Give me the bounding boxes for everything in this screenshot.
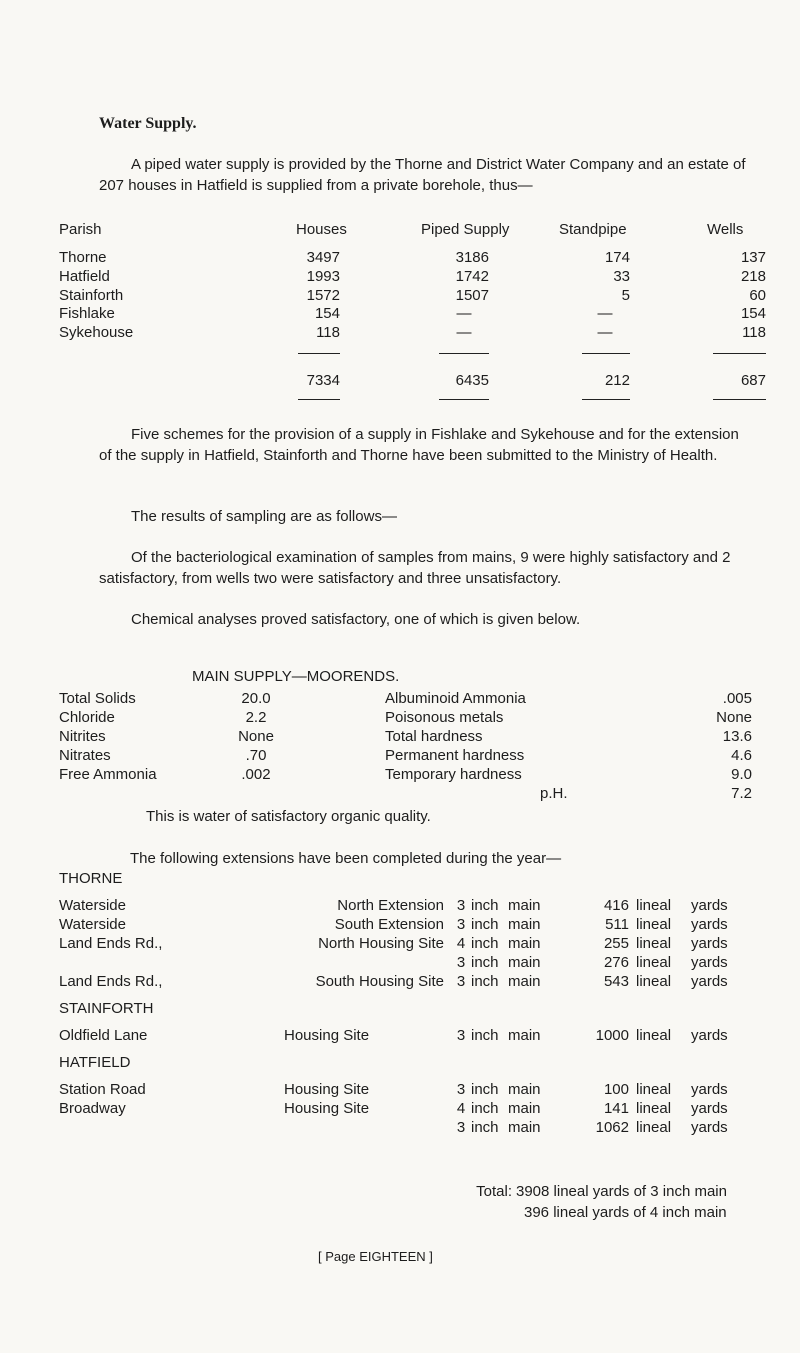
pipe-length: 1062 — [595, 1119, 629, 1136]
table-header: Standpipe — [559, 221, 627, 238]
table-cell: 1993 — [306, 267, 340, 285]
pipe-measure: lineal — [636, 916, 672, 933]
extension-place: Broadway — [59, 1100, 126, 1117]
pipe-measure: lineal — [636, 1100, 672, 1117]
table-header: Wells — [707, 221, 744, 238]
pipe-unit: inch — [471, 954, 499, 971]
analysis-value: .005 — [722, 690, 752, 707]
table-cell: 174 — [604, 249, 630, 266]
section-heading: STAINFORTH — [59, 1000, 154, 1017]
table-total: 687 — [740, 372, 766, 389]
pipe-yards: yards — [691, 897, 728, 914]
pipe-type: main — [508, 954, 541, 971]
total-rule-bottom — [439, 399, 489, 400]
table-cell: Hatfield — [59, 267, 110, 285]
extension-site: Housing Site — [284, 1081, 370, 1098]
total-label: Total: — [476, 1183, 512, 1200]
pipe-size: 3 — [456, 973, 466, 990]
pipe-measure: lineal — [636, 954, 672, 971]
analysis-value: 7.2 — [731, 785, 752, 802]
table-cell: 137 — [740, 249, 766, 266]
pipe-length: 543 — [603, 973, 629, 990]
analysis-label: Total Solids — [59, 690, 136, 707]
pipe-yards: yards — [691, 1119, 728, 1136]
table-cell: 1572 — [306, 286, 340, 304]
table-total: 212 — [604, 372, 630, 389]
pipe-type: main — [508, 935, 541, 952]
table-cell: — — [597, 305, 613, 323]
table-header: Houses — [296, 221, 347, 238]
total-rule-top — [582, 353, 630, 354]
pipe-unit: inch — [471, 916, 499, 933]
extension-site: South Extension — [334, 916, 444, 933]
analysis-heading: MAIN SUPPLY—MOORENDS. — [192, 668, 400, 685]
pipe-unit: inch — [471, 935, 499, 952]
table-cell: — — [597, 324, 613, 342]
extension-place: Waterside — [59, 916, 126, 933]
analysis-value: None — [716, 709, 752, 726]
table-cell: — — [456, 324, 472, 342]
pipe-size: 4 — [456, 935, 466, 952]
schemes-paragraph: Five schemes for the provision of a supply in Fishlake and Sykehouse and for the extension of the supply in Hatfield, Stainforth and Thorne have been submitted to the Ministry of Health. — [99, 426, 739, 464]
pipe-yards: yards — [691, 935, 728, 952]
total-rule-top — [298, 353, 340, 354]
table-cell: 118 — [316, 324, 340, 342]
extensions-intro: The following extensions have been completed during the year— — [130, 850, 562, 867]
analysis-value: .70 — [245, 747, 267, 764]
pipe-length: 141 — [603, 1100, 629, 1117]
analysis-label: Poisonous metals — [385, 709, 504, 726]
analysis-label: Free Ammonia — [59, 766, 157, 783]
analysis-value: None — [238, 728, 274, 745]
total-rule-top — [713, 353, 766, 354]
table-total: 6435 — [455, 372, 489, 389]
pipe-yards: yards — [691, 973, 728, 990]
extension-place: Oldfield Lane — [59, 1027, 148, 1044]
table-cell: 3186 — [455, 249, 489, 266]
table-cell: 1507 — [455, 286, 489, 304]
table-cell: 218 — [740, 267, 766, 285]
pipe-type: main — [508, 973, 541, 990]
section-heading: HATFIELD — [59, 1054, 131, 1071]
analysis-label: Nitrites — [59, 728, 106, 745]
bacteriological-paragraph: Of the bacteriological examination of samples from mains, 9 were highly satisfactory and 2 satisfactory, from wells two were satisfactory and three unsatisfactory. — [99, 549, 731, 587]
table-cell: 118 — [742, 324, 766, 342]
pipe-unit: inch — [471, 1100, 499, 1117]
pipe-length: 1000 — [595, 1027, 629, 1044]
analysis-label: Chloride — [59, 709, 115, 726]
total-rule-top — [439, 353, 489, 354]
pipe-unit: inch — [471, 1081, 499, 1098]
table-cell: 3497 — [306, 249, 340, 266]
pipe-length: 100 — [603, 1081, 629, 1098]
pipe-unit: inch — [471, 1119, 499, 1136]
table-cell: 154 — [740, 305, 766, 323]
extension-place: Land Ends Rd., — [59, 935, 163, 952]
analysis-conclusion: This is water of satisfactory organic quality. — [146, 808, 431, 825]
pipe-unit: inch — [471, 897, 499, 914]
total-rule-bottom — [582, 399, 630, 400]
page-title: Water Supply. — [99, 115, 197, 132]
pipe-measure: lineal — [636, 935, 672, 952]
pipe-type: main — [508, 1081, 541, 1098]
analysis-label: Nitrates — [59, 747, 111, 764]
table-cell: 1742 — [455, 267, 489, 285]
pipe-type: main — [508, 897, 541, 914]
table-header: Parish — [59, 221, 102, 238]
pipe-length: 511 — [605, 916, 629, 933]
pipe-measure: lineal — [636, 1027, 672, 1044]
total-rule-bottom — [713, 399, 766, 400]
pipe-yards: yards — [691, 1081, 728, 1098]
extension-site: South Housing Site — [315, 973, 444, 990]
analysis-value: 13.6 — [722, 728, 752, 745]
chemical-paragraph: Chemical analyses proved satisfactory, one of which is given below. — [131, 611, 581, 628]
extension-place: Land Ends Rd., — [59, 973, 163, 990]
table-cell: 60 — [749, 286, 766, 304]
pipe-type: main — [508, 916, 541, 933]
pipe-unit: inch — [471, 973, 499, 990]
analysis-value: 9.0 — [731, 766, 752, 783]
pipe-yards: yards — [691, 1100, 728, 1117]
analysis-label: p.H. — [540, 785, 568, 802]
pipe-size: 4 — [456, 1100, 466, 1117]
intro-paragraph: A piped water supply is provided by the Thorne and District Water Company and an estate of 207 houses in Hatfield is supplied from a private borehole, thus— — [99, 156, 746, 194]
pipe-length: 276 — [603, 954, 629, 971]
pipe-measure: lineal — [636, 1081, 672, 1098]
analysis-label: Albuminoid Ammonia — [385, 690, 526, 707]
table-cell: Stainforth — [59, 286, 124, 304]
page-footer: [ Page EIGHTEEN ] — [318, 1249, 433, 1264]
table-cell: 33 — [613, 267, 630, 285]
pipe-measure: lineal — [636, 973, 672, 990]
table-cell: 5 — [621, 286, 630, 304]
pipe-length: 255 — [603, 935, 629, 952]
table-cell: Sykehouse — [59, 324, 134, 342]
pipe-yards: yards — [691, 1027, 728, 1044]
table-cell: Fishlake — [59, 305, 115, 323]
analysis-value: .002 — [241, 766, 271, 783]
pipe-measure: lineal — [636, 897, 672, 914]
table-cell: 154 — [314, 305, 340, 323]
analysis-label: Permanent hardness — [385, 747, 525, 764]
pipe-measure: lineal — [636, 1119, 672, 1136]
pipe-unit: inch — [471, 1027, 499, 1044]
pipe-size: 3 — [456, 897, 466, 914]
table-total: 7334 — [306, 372, 340, 389]
pipe-yards: yards — [691, 916, 728, 933]
section-heading: THORNE — [59, 870, 123, 887]
results-paragraph: The results of sampling are as follows— — [131, 508, 397, 525]
pipe-size: 3 — [456, 954, 466, 971]
pipe-yards: yards — [691, 954, 728, 971]
total-line-4-inch: 396 lineal yards of 4 inch main — [524, 1204, 727, 1221]
extension-site: Housing Site — [284, 1027, 370, 1044]
extension-place: Waterside — [59, 897, 126, 914]
pipe-type: main — [508, 1027, 541, 1044]
pipe-size: 3 — [456, 1027, 466, 1044]
analysis-value: 4.6 — [731, 747, 752, 764]
total-rule-bottom — [298, 399, 340, 400]
table-cell: — — [456, 305, 472, 323]
extension-site: North Extension — [337, 897, 444, 914]
table-cell: Thorne — [59, 249, 107, 266]
pipe-size: 3 — [456, 916, 466, 933]
table-header: Piped Supply — [421, 221, 510, 238]
pipe-size: 3 — [456, 1119, 466, 1136]
extension-site: Housing Site — [284, 1100, 370, 1117]
analysis-value: 20.0 — [241, 690, 271, 707]
pipe-type: main — [508, 1119, 541, 1136]
extension-site: North Housing Site — [318, 935, 444, 952]
analysis-label: Temporary hardness — [385, 766, 522, 783]
pipe-type: main — [508, 1100, 541, 1117]
total-line-3-inch: 3908 lineal yards of 3 inch main — [516, 1183, 727, 1200]
pipe-length: 416 — [603, 897, 629, 914]
analysis-value: 2.2 — [245, 709, 267, 726]
pipe-size: 3 — [456, 1081, 466, 1098]
analysis-label: Total hardness — [385, 728, 483, 745]
extension-place: Station Road — [59, 1081, 146, 1098]
